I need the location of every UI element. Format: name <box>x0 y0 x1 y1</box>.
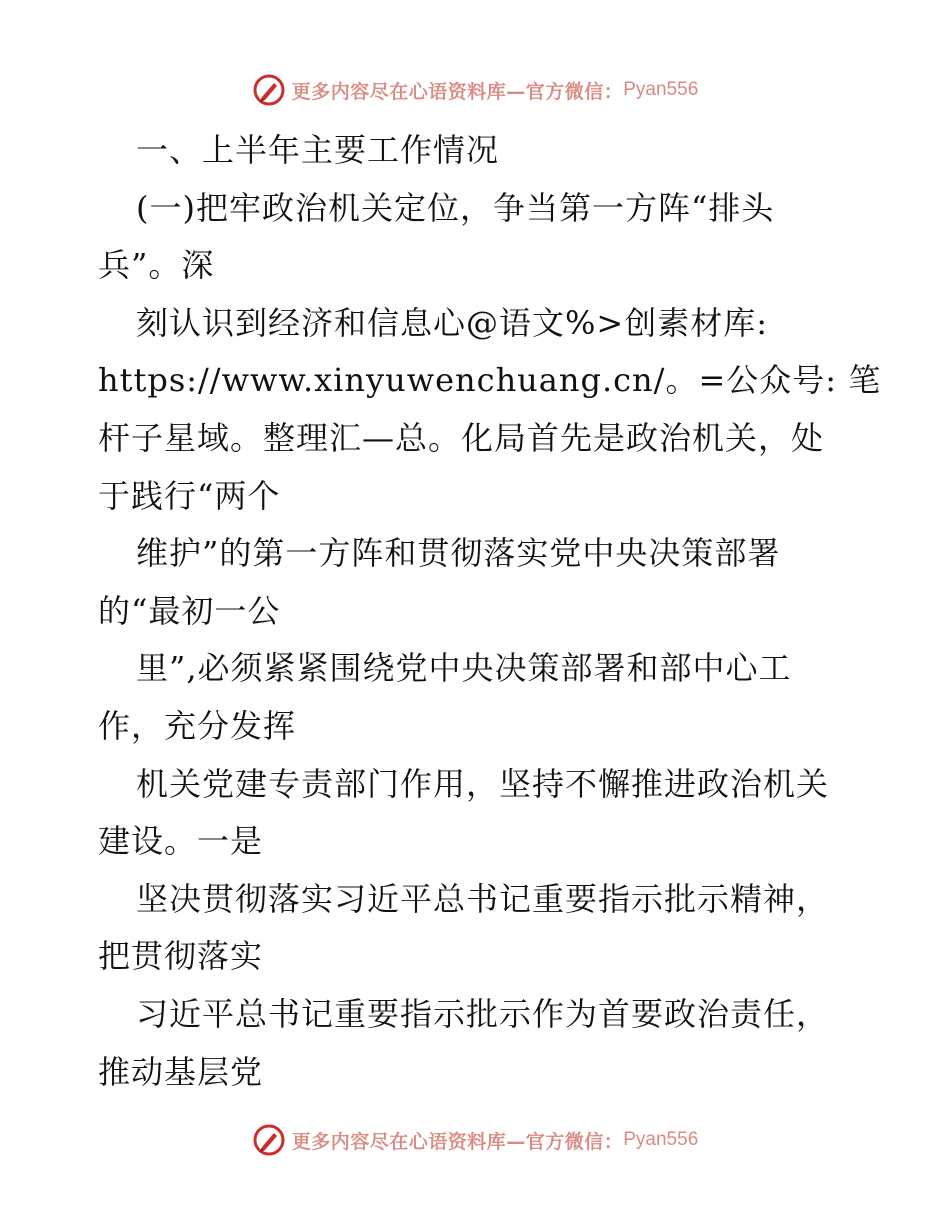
text-line: 刻认识到经济和信息心@语文%>创素材库: <box>136 303 769 342</box>
pen-logo-icon <box>252 1123 286 1157</box>
text-line: 作，充分发挥 <box>98 706 297 745</box>
text-line: 坚决贯彻落实习近平总书记重要指示批示精神， <box>136 879 830 918</box>
text-line: (一)把牢政治机关定位，争当第一方阵“排头 <box>136 188 775 227</box>
header-watermark <box>0 70 950 110</box>
text-line: 机关党建专责部门作用，坚持不懈推进政治机关 <box>136 764 830 803</box>
watermark-text: 更多内容尽在心语资料库—官方微信： <box>291 1130 624 1153</box>
document-body <box>98 122 882 1101</box>
text-line: 兵”。深 <box>98 246 215 285</box>
text-line: 推动基层党 <box>98 1052 264 1091</box>
pen-logo-icon <box>252 73 286 107</box>
text-line: 建设。一是 <box>98 822 264 861</box>
text-line: 杆子星域。整理汇—总。化局首先是政治机关，处 <box>98 418 825 457</box>
text-line: https://www.xinyuwenchuang.cn/。=公众号: 笔 <box>98 361 882 400</box>
text-line: 把贯彻落实 <box>98 937 264 976</box>
text-line: 于践行“两个 <box>98 476 281 515</box>
watermark-text: 更多内容尽在心语资料库—官方微信： <box>291 80 624 103</box>
text-line: 里”,必须紧紧围绕党中央决策部署和部中心工 <box>136 649 792 688</box>
text-line: 一、上半年主要工作情况 <box>136 131 500 169</box>
watermark-wechat-id: Pyan556 <box>623 1129 699 1150</box>
text-line: 习近平总书记重要指示批示作为首要政治责任， <box>136 994 830 1033</box>
text-line: 维护”的第一方阵和贯彻落实党中央决策部署 <box>136 534 781 573</box>
text-line: 的“最初一公 <box>98 591 281 630</box>
footer-watermark <box>0 1120 950 1160</box>
watermark-wechat-id: Pyan556 <box>623 79 699 100</box>
